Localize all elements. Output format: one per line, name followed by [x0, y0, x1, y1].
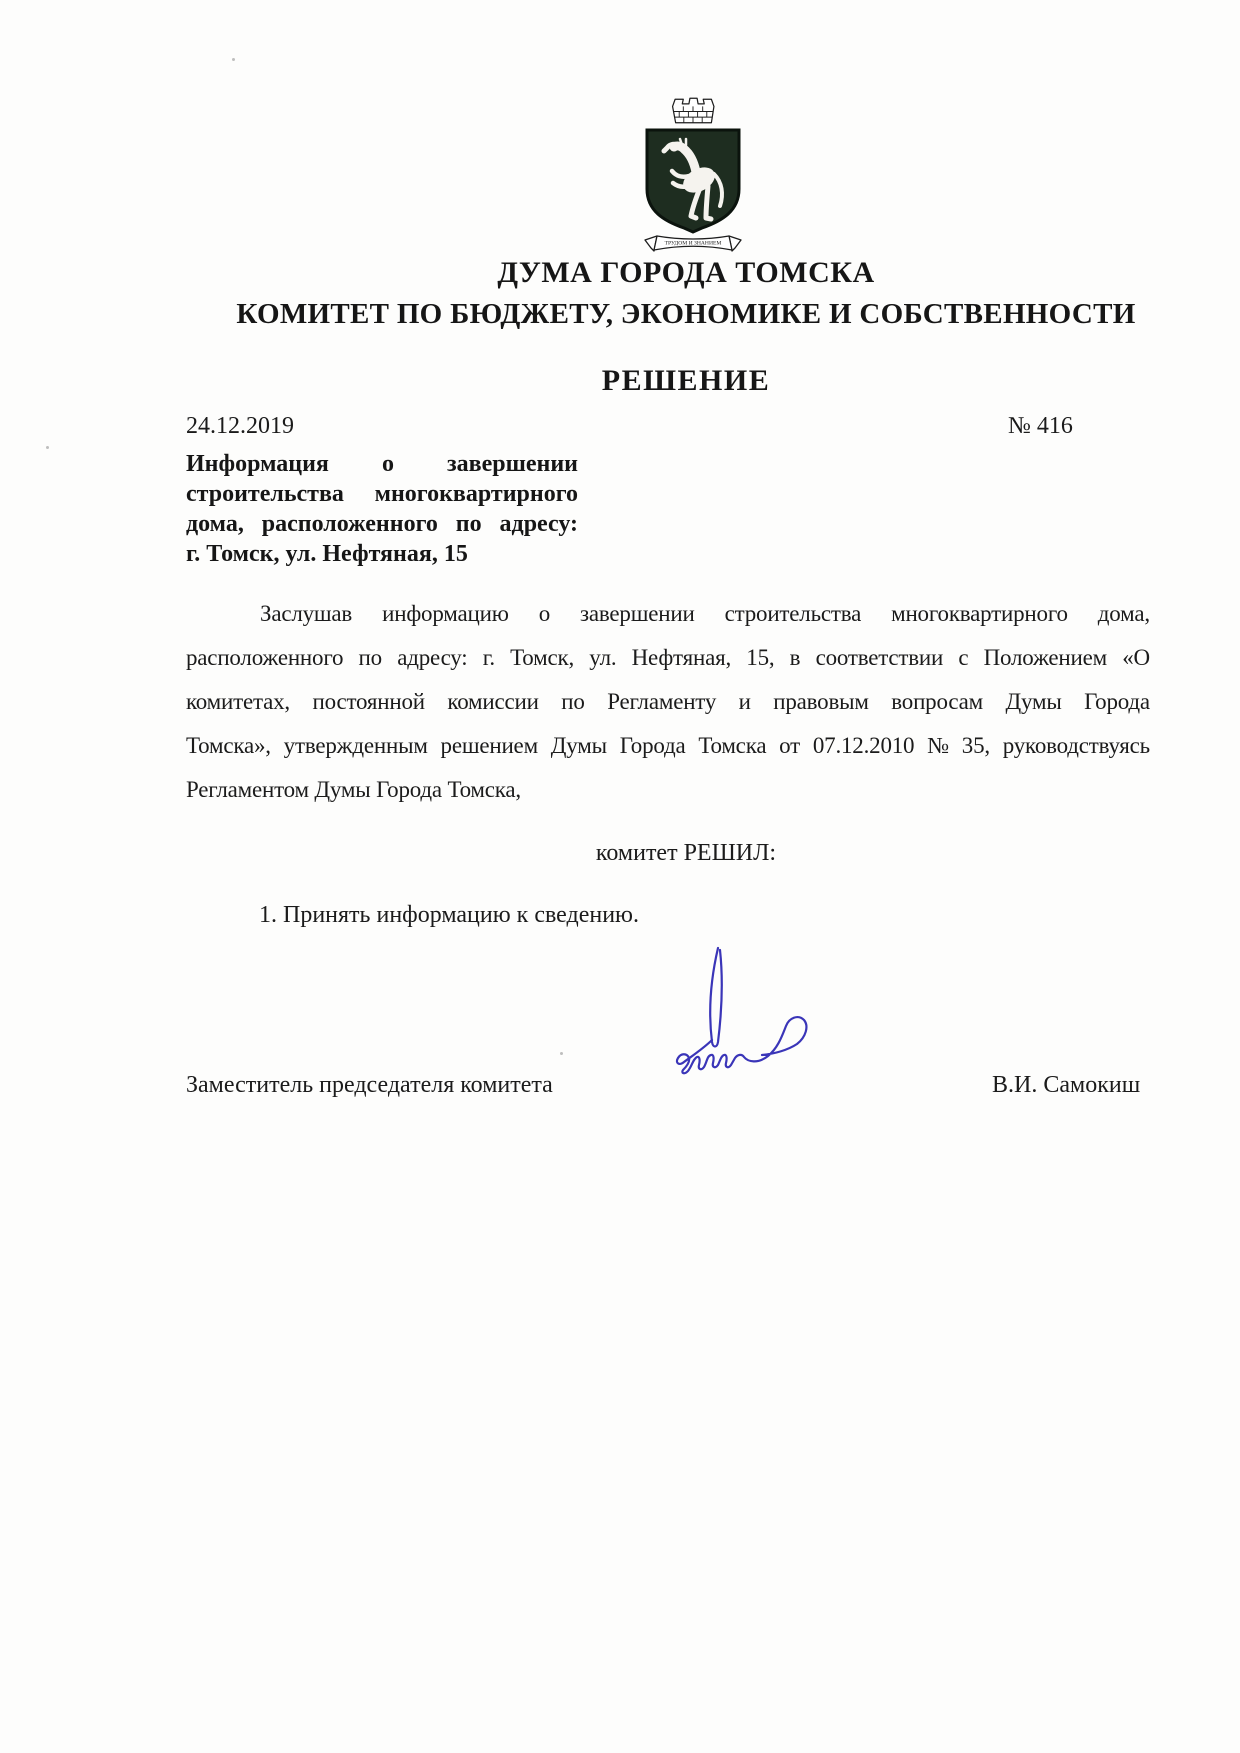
- scan-speck: [560, 1052, 563, 1055]
- paragraph-line: Томска», утвержденным решением Думы Города Томска от 07.12.2010 № 35, руководствуясь: [186, 733, 1150, 758]
- shield-horse-icon: [644, 127, 742, 235]
- document-date: 24.12.2019: [186, 413, 294, 439]
- signer-name: В.И. Самокиш: [992, 1072, 1141, 1098]
- signer-row: [186, 1070, 1150, 1100]
- committee-title: КОМИТЕТ ПО БЮДЖЕТУ, ЭКОНОМИКЕ И СОБСТВЕННОСТИ: [236, 298, 1136, 330]
- organization-title: ДУМА ГОРОДА ТОМСКА: [497, 256, 875, 289]
- paragraph-line: комитетах, постоянной комиссии по Регламенту и правовым вопросам Думы Города: [186, 689, 1150, 714]
- document-number: № 416: [1008, 413, 1073, 439]
- paragraph-line: Заслушав информацию о завершении строительства многоквартирного дома,: [260, 601, 1150, 626]
- scan-speck: [46, 446, 49, 449]
- paragraph-line: Регламентом Думы Города Томска,: [186, 777, 521, 802]
- signer-position-title: Заместитель председателя комитета: [186, 1072, 553, 1098]
- meta-row: [186, 413, 1150, 443]
- scan-speck: [232, 58, 235, 61]
- resolution-intro: комитет РЕШИЛ:: [595, 840, 777, 866]
- mural-crown-icon: [669, 96, 717, 126]
- motto-ribbon: [642, 233, 744, 255]
- decision-item-1: 1. Принять информацию к сведению.: [259, 902, 639, 928]
- subject-block: [186, 449, 578, 569]
- subject-line: дома, расположенного по адресу:: [186, 511, 578, 537]
- document-type-title: РЕШЕНИЕ: [601, 364, 771, 397]
- subject-line: Информация о завершении: [186, 451, 578, 477]
- motto-text: ТРУДОМ И ЗНАНИЕМ: [664, 240, 722, 247]
- handwritten-signature: [612, 944, 852, 1084]
- body-paragraph: [186, 592, 1150, 812]
- paragraph-line: расположенного по адресу: г. Томск, ул. Нефтяная, 15, в соответствии с Положением «О: [186, 645, 1150, 670]
- subject-line: г. Томск, ул. Нефтяная, 15: [186, 541, 468, 567]
- subject-line: строительства многоквартирного: [186, 481, 578, 507]
